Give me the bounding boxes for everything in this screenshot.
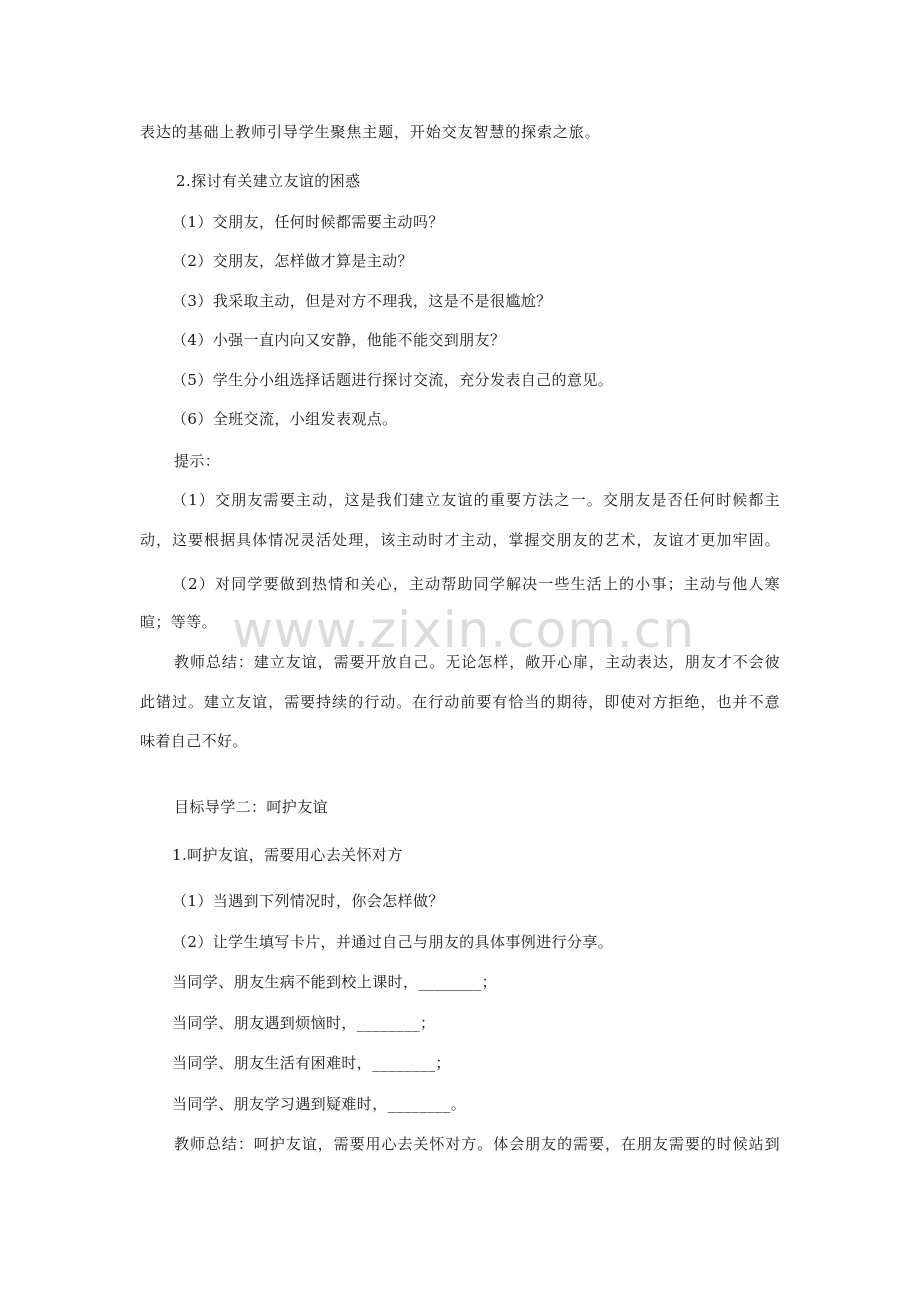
list-item: （5）学生分小组选择话题进行探讨交流，充分发表自己的意见。 bbox=[172, 371, 614, 389]
fill-in-line: 当同学、朋友遇到烦恼时，________； bbox=[172, 1014, 436, 1032]
fill-in-line: 当同学、朋友学习遇到疑难时，________。 bbox=[172, 1095, 467, 1113]
list-item: （4）小强一直内向又安静，他能不能交到朋友？ bbox=[172, 331, 506, 349]
paragraph-line: 表达的基础上教师引导学生聚焦主题，开始交友智慧的探索之旅。 bbox=[140, 123, 600, 141]
paragraph-line: 动，这要根据具体情况灵活处理，该主动时才主动，掌握交朋友的艺术，友谊才更加牢固。 bbox=[140, 531, 780, 549]
teacher-summary-line: 此错过。建立友谊，需要持续的行动。在行动前要有恰当的期待，即使对方拒绝，也并不意 bbox=[140, 693, 780, 711]
teacher-summary-line: 教师总结：呵护友谊，需要用心去关怀对方。体会朋友的需要，在朋友需要的时候站到 bbox=[174, 1135, 780, 1153]
list-item: （2）让学生填写卡片，并通过自己与朋友的具体事例进行分享。 bbox=[172, 933, 614, 951]
fill-in-line: 当同学、朋友生活有困难时，________； bbox=[172, 1054, 451, 1072]
teacher-summary-line: 味着自己不好。 bbox=[140, 732, 248, 750]
list-item: （6）全班交流，小组发表观点。 bbox=[172, 410, 398, 428]
paragraph-line: （2）对同学要做到热情和关心，主动帮助同学解决一些生活上的小事；主动与他人寒 bbox=[172, 575, 780, 593]
section-heading: 2.探讨有关建立友谊的困惑 bbox=[176, 172, 361, 190]
section-title: 目标导学二：呵护友谊 bbox=[174, 798, 329, 816]
paragraph-line: 暄；等等。 bbox=[140, 613, 218, 631]
fill-in-line: 当同学、朋友生病不能到校上课时，________； bbox=[172, 973, 498, 991]
watermark: www.zixin.com.cn bbox=[232, 601, 696, 659]
teacher-summary-line: 教师总结：建立友谊，需要开放自己。无论怎样，敞开心扉，主动表达，朋友才不会彼 bbox=[174, 653, 780, 671]
list-item: （2）交朋友，怎样做才算是主动？ bbox=[172, 252, 413, 270]
list-item: （3）我采取主动，但是对方不理我，这是不是很尴尬？ bbox=[172, 292, 552, 310]
list-item: （1）交朋友，任何时候都需要主动吗？ bbox=[172, 213, 444, 231]
list-item: （1）当遇到下列情况时，你会怎样做？ bbox=[172, 892, 444, 910]
paragraph-line: （1）交朋友需要主动，这是我们建立友谊的重要方法之一。交朋友是否任何时候都主 bbox=[172, 491, 780, 509]
hint-label: 提示： bbox=[174, 452, 221, 470]
section-heading: 1.呵护友谊，需要用心去关怀对方 bbox=[172, 846, 403, 864]
